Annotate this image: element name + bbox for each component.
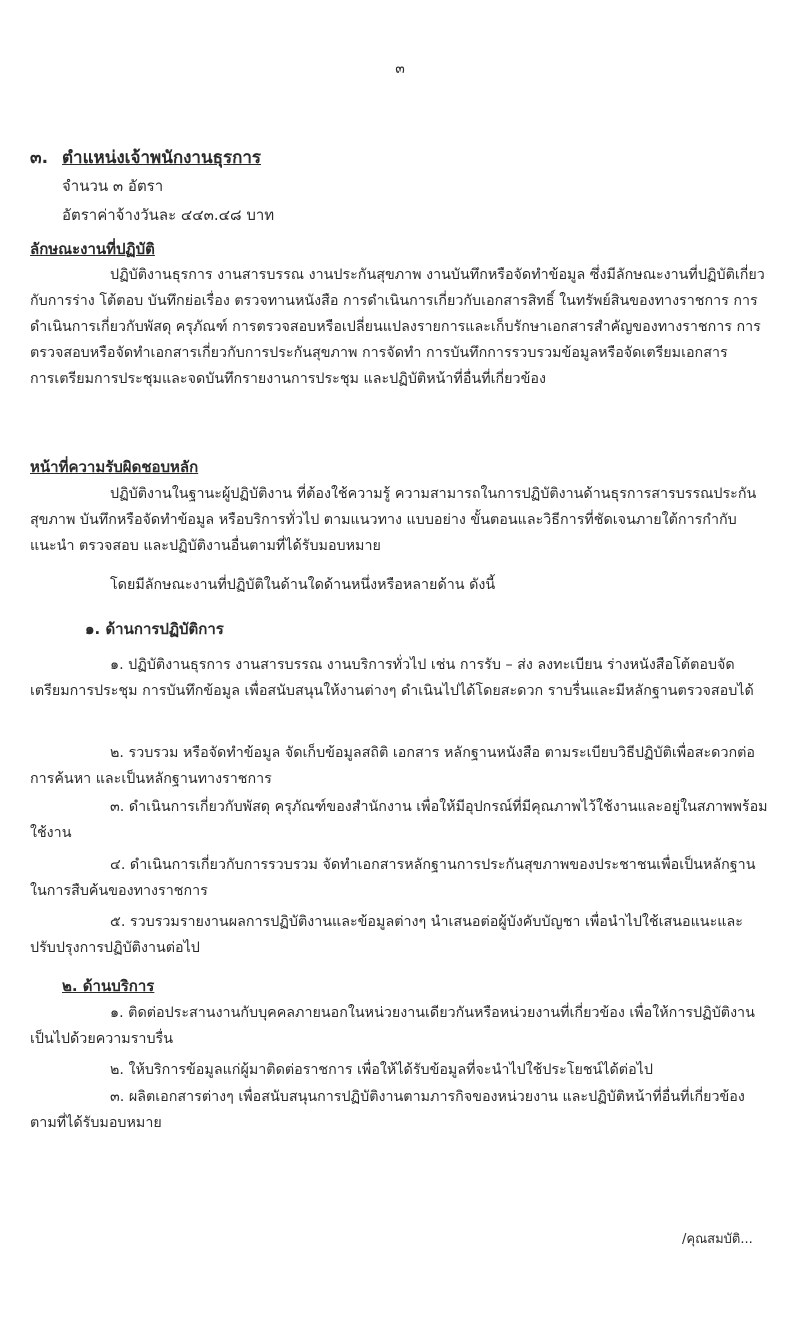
operations-item-4: ๔. ดำเนินการเกี่ยวกับการรวบรวม จัดทำเอกสารหลักฐานการประกันสุขภาพของประชาชนเพื่อเป็นหลักฐานในการสืบค้นของทางราชการ [30, 857, 756, 899]
job-nature-heading: ลักษณะงานที่ปฏิบัติ [30, 240, 155, 258]
operations-item-2: ๒. รวบรวม หรือจัดทำข้อมูล จัดเก็บข้อมูลสถิติ เอกสาร หลักฐานหนังสือ ตามระเบียบวิธีปฏิบัติเพื่อสะดวกต่อการค้นหา และเป็นหลักฐานทางราชการ [30, 745, 756, 787]
services-title: ๒. ด้านบริการ [62, 977, 155, 995]
services-item-2: ๒. ให้บริการข้อมูลแก่ผู้มาติดต่อราชการ เพื่อให้ได้รับข้อมูลที่จะนำไปใช้ประโยชน์ได้ต่อไป [110, 1062, 653, 1078]
responsibilities-heading: หน้าที่ความรับผิดชอบหลัก [30, 458, 199, 476]
responsibilities-intro: โดยมีลักษณะงานที่ปฏิบัติในด้านใดด้านหนึ่งหรือหลายด้าน ดังนี้ [110, 577, 496, 593]
position-title [30, 144, 261, 171]
position-name: ตำแหน่งเจ้าพนักงานธุรการ [62, 148, 262, 168]
services-item-3: ๓. ผลิตเอกสารต่างๆ เพื่อสนับสนุนการปฏิบัติงานตามภารกิจของหน่วยงาน และปฏิบัติหน้าที่อื่นที่เกี่ยวข้องตามที่ได้รับมอบหมาย [30, 1089, 745, 1131]
position-count: จำนวน ๓ อัตรา [62, 177, 164, 195]
operations-item-1: ๑. ปฏิบัติงานธุรการ งานสารบรรณ งานบริการทั่วไป เช่น การรับ – ส่ง ลงทะเบียน ร่างหนังสือโต้ตอบจัดเตรียมการประชุม การบันทึกข้อมูล เพื่อสนับสนุนให้งานต่างๆ ดำเนินไปได้โดยสะดวก ราบรื่นและมีหลักฐานตรวจสอบได้ [30, 657, 754, 699]
services-item-1: ๑. ติดต่อประสานงานกับบุคคลภายนอกในหน่วยงานเดียวกันหรือหน่วยงานที่เกี่ยวข้อง เพื่อให้การปฏิบัติงานเป็นไปด้วยความราบรื่น [30, 1005, 755, 1047]
position-wage: อัตราค่าจ้างวันละ ๔๔๓.๔๘ บาท [62, 206, 275, 224]
position-number: ๓. [30, 148, 49, 168]
page-number: ๓ [395, 61, 405, 77]
job-nature-text: ปฏิบัติงานธุรการ งานสารบรรณ งานประกันสุขภาพ งานบันทึกหรือจัดทำข้อมูล ซึ่งมีลักษณะงานที่ปฏิบัติเกี่ยวกับการร่าง โต้ตอบ บันทึกย่อเรื่อง ตรวจทานหนังสือ การดำเนินการเกี่ยวกับเอกสารสิทธิ์ ในทรัพย์สินของทางราชการ การดำเนินการเกี่ยวกับพัสดุ ครุภัณฑ์ การตรวจสอบหรือเปลี่ยนแปลงรายการและเก็บรักษาเอกสารสำคัญของทางราชการ การตรวจสอบหรือจัดทำเอกสารเกี่ยวกับการประกันสุขภาพ การจัดทำ การบันทึกการรวบรวมข้อมูลหรือจัดเตรียมเอกสาร การเตรียมการประชุมและจดบันทึกรายงานการประชุม และปฏิบัติหน้าที่อื่นที่เกี่ยวข้อง [30, 267, 765, 387]
responsibilities-text: ปฏิบัติงานในฐานะผู้ปฏิบัติงาน ที่ต้องใช้ความรู้ ความสามารถในการปฏิบัติงานด้านธุรการสารบรรณประกันสุขภาพ บันทึกหรือจัดทำข้อมูล หรือบริการทั่วไป ตามแนวทาง แบบอย่าง ขั้นตอนและวิธีการที่ชัดเจนภายใต้การกำกับ แนะนำ ตรวจสอบ และปฏิบัติงานอื่นตามที่ได้รับมอบหมาย [30, 486, 757, 554]
continuation-note: /คุณสมบัติ... [682, 1232, 753, 1247]
operations-item-3: ๓. ดำเนินการเกี่ยวกับพัสดุ ครุภัณฑ์ของสำนักงาน เพื่อให้มีอุปกรณ์ที่มีคุณภาพไว้ใช้งานและอยู่ในสภาพพร้อมใช้งาน [30, 799, 768, 841]
operations-title: ๑. ด้านการปฏิบัติการ [85, 620, 224, 638]
operations-item-5: ๕. รวบรวมรายงานผลการปฏิบัติงานและข้อมูลต่างๆ นำเสนอต่อผู้บังคับบัญชา เพื่อนำไปใช้เสนอแนะและปรับปรุงการปฏิบัติงานต่อไป [30, 914, 743, 956]
